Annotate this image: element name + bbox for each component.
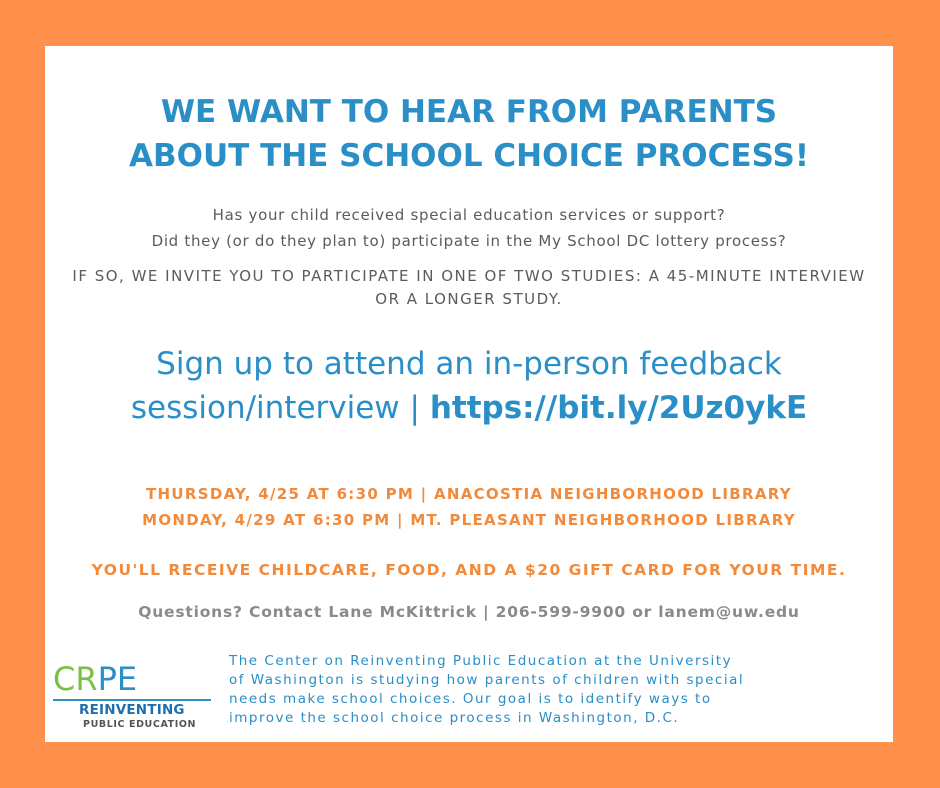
signup-line-1: Sign up to attend an in-person feedback bbox=[156, 346, 782, 382]
logo-divider bbox=[53, 699, 211, 701]
flyer-card bbox=[45, 46, 893, 742]
question-special-education: Has your child received special education services or support? bbox=[212, 206, 726, 224]
invitation-text: IF SO, WE INVITE YOU TO PARTICIPATE IN ONE OF TWO STUDIES: A 45-MINUTE INTERVIEW OR A LONGER STUDY. bbox=[72, 267, 866, 308]
logo-reinventing: REINVENTING bbox=[79, 702, 185, 718]
crpe-logo-mark: CRPE bbox=[53, 660, 138, 698]
headline-line-1: WE WANT TO HEAR FROM PARENTS bbox=[160, 94, 778, 130]
session-monday: MONDAY, 4/29 AT 6:30 PM | MT. PLEASANT NEIGHBORHOOD LIBRARY bbox=[142, 511, 796, 529]
headline bbox=[45, 90, 893, 178]
signup-callout bbox=[45, 342, 893, 430]
headline-line-2: ABOUT THE SCHOOL CHOICE PROCESS! bbox=[129, 138, 809, 174]
signup-line-2 bbox=[45, 386, 893, 430]
question-lottery: Did they (or do they plan to) participate in the My School DC lottery process? bbox=[151, 232, 787, 250]
about-crpe-text: The Center on Reinventing Public Education at the University of Washington is studying how parents of children with special needs make school choices. Our goal is to identify ways to improve the school choice process in Washington, D.C. bbox=[229, 653, 745, 726]
session-thursday: THURSDAY, 4/25 AT 6:30 PM | ANACOSTIA NEIGHBORHOOD LIBRARY bbox=[146, 485, 792, 503]
contact-info: Questions? Contact Lane McKittrick | 206-599-9900 or lanem@uw.edu bbox=[138, 603, 800, 621]
logo-public-education: PUBLIC EDUCATION bbox=[83, 719, 197, 730]
perks-text: YOU'LL RECEIVE CHILDCARE, FOOD, AND A $20 GIFT CARD FOR YOUR TIME. bbox=[91, 561, 847, 579]
signup-link[interactable]: https://bit.ly/2Uz0ykE bbox=[429, 390, 808, 426]
signup-line-2-prefix: session/interview | bbox=[130, 390, 430, 426]
crpe-logo bbox=[53, 661, 213, 733]
